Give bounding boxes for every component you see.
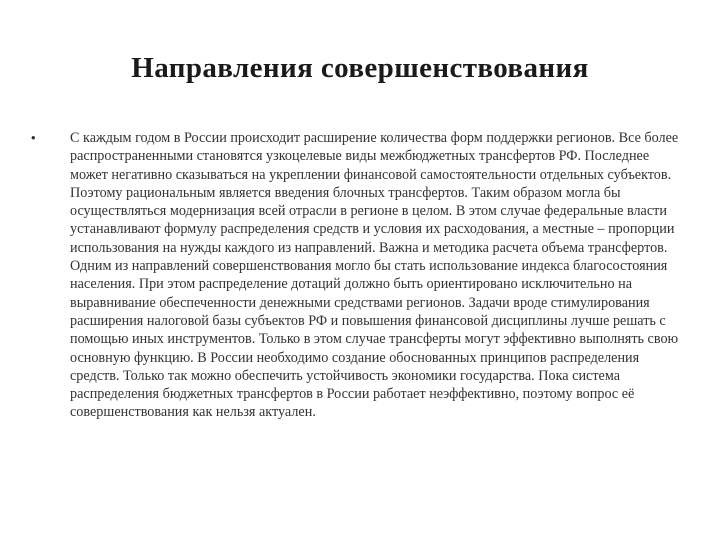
slide-title: Направления совершенствования bbox=[131, 52, 589, 84]
bullet-list bbox=[28, 129, 688, 422]
body-paragraph: С каждым годом в России происходит расширение количества форм поддержки регионов. Все более распространенными становятся узкоцелевые виды межбюджетных трансфертов РФ. Последнее может негативно сказываться на укреплении финансовой самостоятельности отдельных субъектов. Поэтому рациональным является введения блочных трансфертов. Таким образом могла бы осуществляться модернизация всей отрасли в регионе в целом. В этом случае федеральные власти устанавливают формулу распределения средств и условия их расходования, а местные – пропорции использования на нужды каждого из направлений. Важна и методика расчета объема трансфертов. Одним из направлений совершенствования могло бы стать использование индекса благосостояния населения. При этом распределение дотаций должно быть ориентировано исключительно на выравнивание обеспеченности денежными средствами регионов. Задачи вроде стимулирования расширения налоговой базы субъектов РФ и повышения финансовой дисциплины лучше решать с помощью иных инструментов. Только в этом случае трансферты могут эффективно выполнять свою основную функцию. В России необходимо создание обоснованных принципов распределения средств. Только так можно обеспечить устойчивость экономики государства. Пока система распределения бюджетных трансфертов в России работает неэффективно, поэтому вопрос её совершенствования как нельзя актуален. bbox=[70, 130, 679, 421]
bullet-item bbox=[28, 129, 688, 422]
bullet-icon: • bbox=[31, 130, 36, 145]
